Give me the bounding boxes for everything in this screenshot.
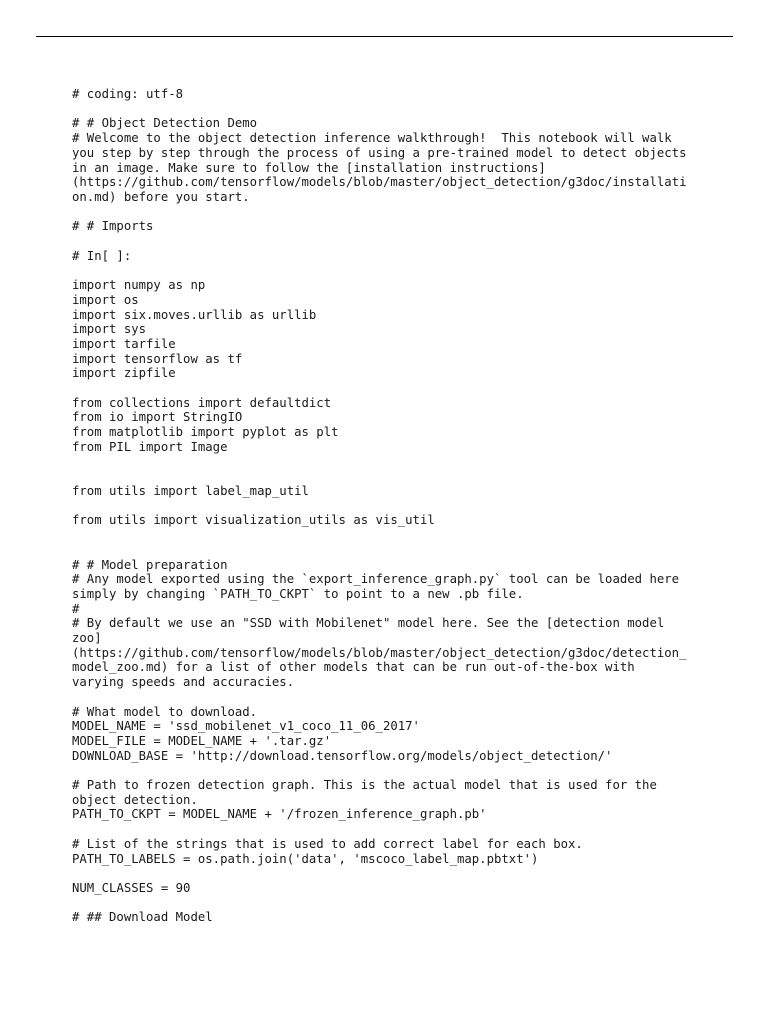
code-line: from utils import label_map_util	[72, 483, 309, 498]
code-line: object detection.	[72, 792, 198, 807]
code-line: simply by changing `PATH_TO_CKPT` to point to a new .pb file.	[72, 586, 524, 601]
code-line: MODEL_FILE = MODEL_NAME + '.tar.gz'	[72, 733, 332, 748]
code-line: # # Object Detection Demo	[72, 116, 258, 131]
code-line: zoo]	[72, 631, 102, 646]
code-line: import tarfile	[72, 336, 176, 351]
code-line: import numpy as np	[72, 278, 206, 293]
header-rule	[36, 36, 733, 37]
code-line: DOWNLOAD_BASE = 'http://download.tensorflow.org/models/object_detection/'	[72, 748, 613, 763]
code-line: # ## Download Model	[72, 910, 213, 925]
code-line: PATH_TO_CKPT = MODEL_NAME + '/frozen_inference_graph.pb'	[72, 807, 487, 822]
code-line: in an image. Make sure to follow the [installation instructions]	[72, 160, 546, 175]
code-line: #	[72, 601, 80, 616]
code-line: import zipfile	[72, 366, 176, 381]
code-line: import sys	[72, 322, 147, 337]
code-line: from io import StringIO	[72, 410, 243, 425]
code-line: PATH_TO_LABELS = os.path.join('data', 'mscoco_label_map.pbtxt')	[72, 851, 539, 866]
code-line: you step by step through the process of using a pre-trained model to detect objects	[72, 145, 687, 160]
code-line: # List of the strings that is used to add correct label for each box.	[72, 836, 583, 851]
code-line: from PIL import Image	[72, 439, 228, 454]
code-line: # Welcome to the object detection inference walkthrough! This notebook will walk	[72, 131, 672, 146]
code-line: # In[ ]:	[72, 248, 132, 263]
code-line: import os	[72, 292, 139, 307]
code-line: # # Imports	[72, 219, 154, 234]
code-line: from matplotlib import pyplot as plt	[72, 425, 339, 440]
code-line: import tensorflow as tf	[72, 351, 243, 366]
code-line: (https://github.com/tensorflow/models/blob/master/object_detection/g3doc/detection_	[72, 645, 687, 660]
code-line: # coding: utf-8	[72, 87, 184, 101]
code-line: model_zoo.md) for a list of other models that can be run out-of-the-box with	[72, 660, 635, 675]
code-listing	[72, 87, 712, 925]
code-line: # Path to frozen detection graph. This is the actual model that is used for the	[72, 778, 657, 793]
code-line: # What model to download.	[72, 704, 258, 719]
code-line: NUM_CLASSES = 90	[72, 880, 191, 895]
code-line: from collections import defaultdict	[72, 395, 332, 410]
code-line: (https://github.com/tensorflow/models/blob/master/object_detection/g3doc/installati	[72, 175, 687, 190]
code-line: from utils import visualization_utils as vis_util	[72, 513, 435, 528]
code-line: # Any model exported using the `export_inference_graph.py` tool can be loaded here	[72, 572, 680, 587]
code-line: # By default we use an "SSD with Mobilenet" model here. See the [detection model	[72, 616, 665, 631]
code-line: varying speeds and accuracies.	[72, 675, 295, 690]
code-line: # # Model preparation	[72, 557, 228, 572]
code-line: MODEL_NAME = 'ssd_mobilenet_v1_coco_11_06_2017'	[72, 719, 420, 734]
code-line: on.md) before you start.	[72, 189, 250, 204]
code-line: import six.moves.urllib as urllib	[72, 307, 317, 322]
